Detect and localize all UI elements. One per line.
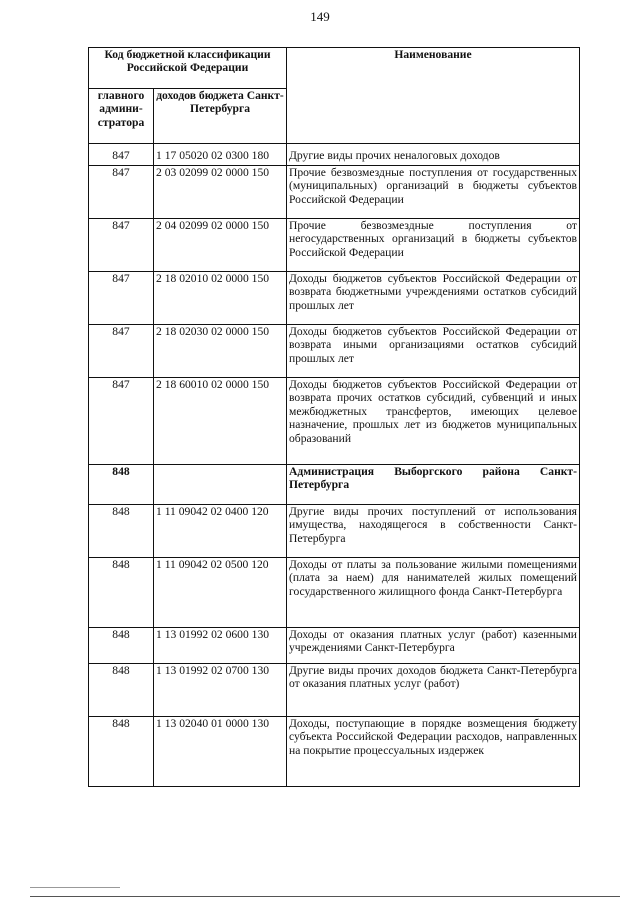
admin-code-cell: 847 [89,325,154,378]
revenue-code-header: доходов бюджета Санкт-Петербурга [154,89,287,144]
revenue-name-cell: Другие виды прочих неналоговых доходов [287,144,580,166]
admin-code-cell: 847 [89,272,154,325]
revenue-name-cell: Прочие безвозмездные поступления от негосударственных организаций в бюджеты субъектов Российской Федерации [287,219,580,272]
table-row [89,144,580,166]
revenue-code-cell: 1 17 05020 02 0300 180 [154,144,287,166]
admin-code-cell: 848 [89,505,154,558]
admin-code-cell: 848 [89,717,154,787]
revenue-name-cell: Доходы бюджетов субъектов Российской Федерации от возврата прочих остатков субсидий, субвенций и иных межбюджетных трансфертов, имеющих целевое назначение, прошлых лет из бюджетов муниципальных образований [287,378,580,465]
revenue-code-cell: 2 04 02099 02 0000 150 [154,219,287,272]
revenue-name-cell: Доходы, поступающие в порядке возмещения бюджету субъекта Российской Федерации расходов, направленных на покрытие процессуальных издержек [287,717,580,787]
revenue-name-cell: Прочие безвозмездные поступления от государственных (муниципальных) организаций в бюджеты субъектов Российской Федерации [287,166,580,219]
admin-code-cell: 847 [89,144,154,166]
table-row [89,219,580,272]
table-row [89,166,580,219]
budget-classification-table [88,47,580,787]
revenue-code-cell: 1 11 09042 02 0500 120 [154,558,287,628]
admin-header: главного админи-стратора [89,89,154,144]
name-header: Наименование [287,48,580,144]
table-row [89,505,580,558]
table-row [89,325,580,378]
page-number: 149 [310,9,330,24]
admin-code-cell: 848 [89,465,154,505]
revenue-name-cell: Доходы от платы за пользование жилыми помещениями (плата за наем) для нанимателей жилых помещений государственного жилищного фонда Санкт-Петербурга [287,558,580,628]
table-row [89,628,580,664]
table-row [89,465,580,505]
revenue-name-cell: Другие виды прочих поступлений от использования имущества, находящегося в собственности Санкт-Петербурга [287,505,580,558]
revenue-name-cell: Доходы бюджетов субъектов Российской Федерации от возврата иными организациями остатков субсидий прошлых лет [287,325,580,378]
code-group-header: Код бюджетной классификации Российской Федерации [89,48,287,89]
admin-code-cell: 847 [89,166,154,219]
revenue-code-cell: 2 18 60010 02 0000 150 [154,378,287,465]
table-row [89,558,580,628]
table-row [89,272,580,325]
revenue-code-cell: 2 18 02010 02 0000 150 [154,272,287,325]
admin-code-cell: 847 [89,219,154,272]
admin-code-cell: 848 [89,628,154,664]
revenue-name-cell: Другие виды прочих доходов бюджета Санкт-Петербурга от оказания платных услуг (работ) [287,664,580,717]
revenue-code-cell: 1 11 09042 02 0400 120 [154,505,287,558]
admin-code-cell: 848 [89,664,154,717]
revenue-name-cell: Доходы от оказания платных услуг (работ) казенными учреждениями Санкт-Петербурга [287,628,580,664]
admin-code-cell: 848 [89,558,154,628]
admin-code-cell: 847 [89,378,154,465]
footer-mark [30,887,120,888]
table-row [89,717,580,787]
revenue-code-cell: 2 03 02099 02 0000 150 [154,166,287,219]
revenue-name-cell: Администрация Выборгского района Санкт-Петербурга [287,465,580,505]
revenue-code-cell: 1 13 01992 02 0600 130 [154,628,287,664]
footer-rule [30,896,620,897]
table-row [89,378,580,465]
table-row [89,664,580,717]
revenue-code-cell [154,465,287,505]
revenue-code-cell: 1 13 01992 02 0700 130 [154,664,287,717]
revenue-code-cell: 1 13 02040 01 0000 130 [154,717,287,787]
revenue-name-cell: Доходы бюджетов субъектов Российской Федерации от возврата бюджетными учреждениями остатков субсидий прошлых лет [287,272,580,325]
revenue-code-cell: 2 18 02030 02 0000 150 [154,325,287,378]
